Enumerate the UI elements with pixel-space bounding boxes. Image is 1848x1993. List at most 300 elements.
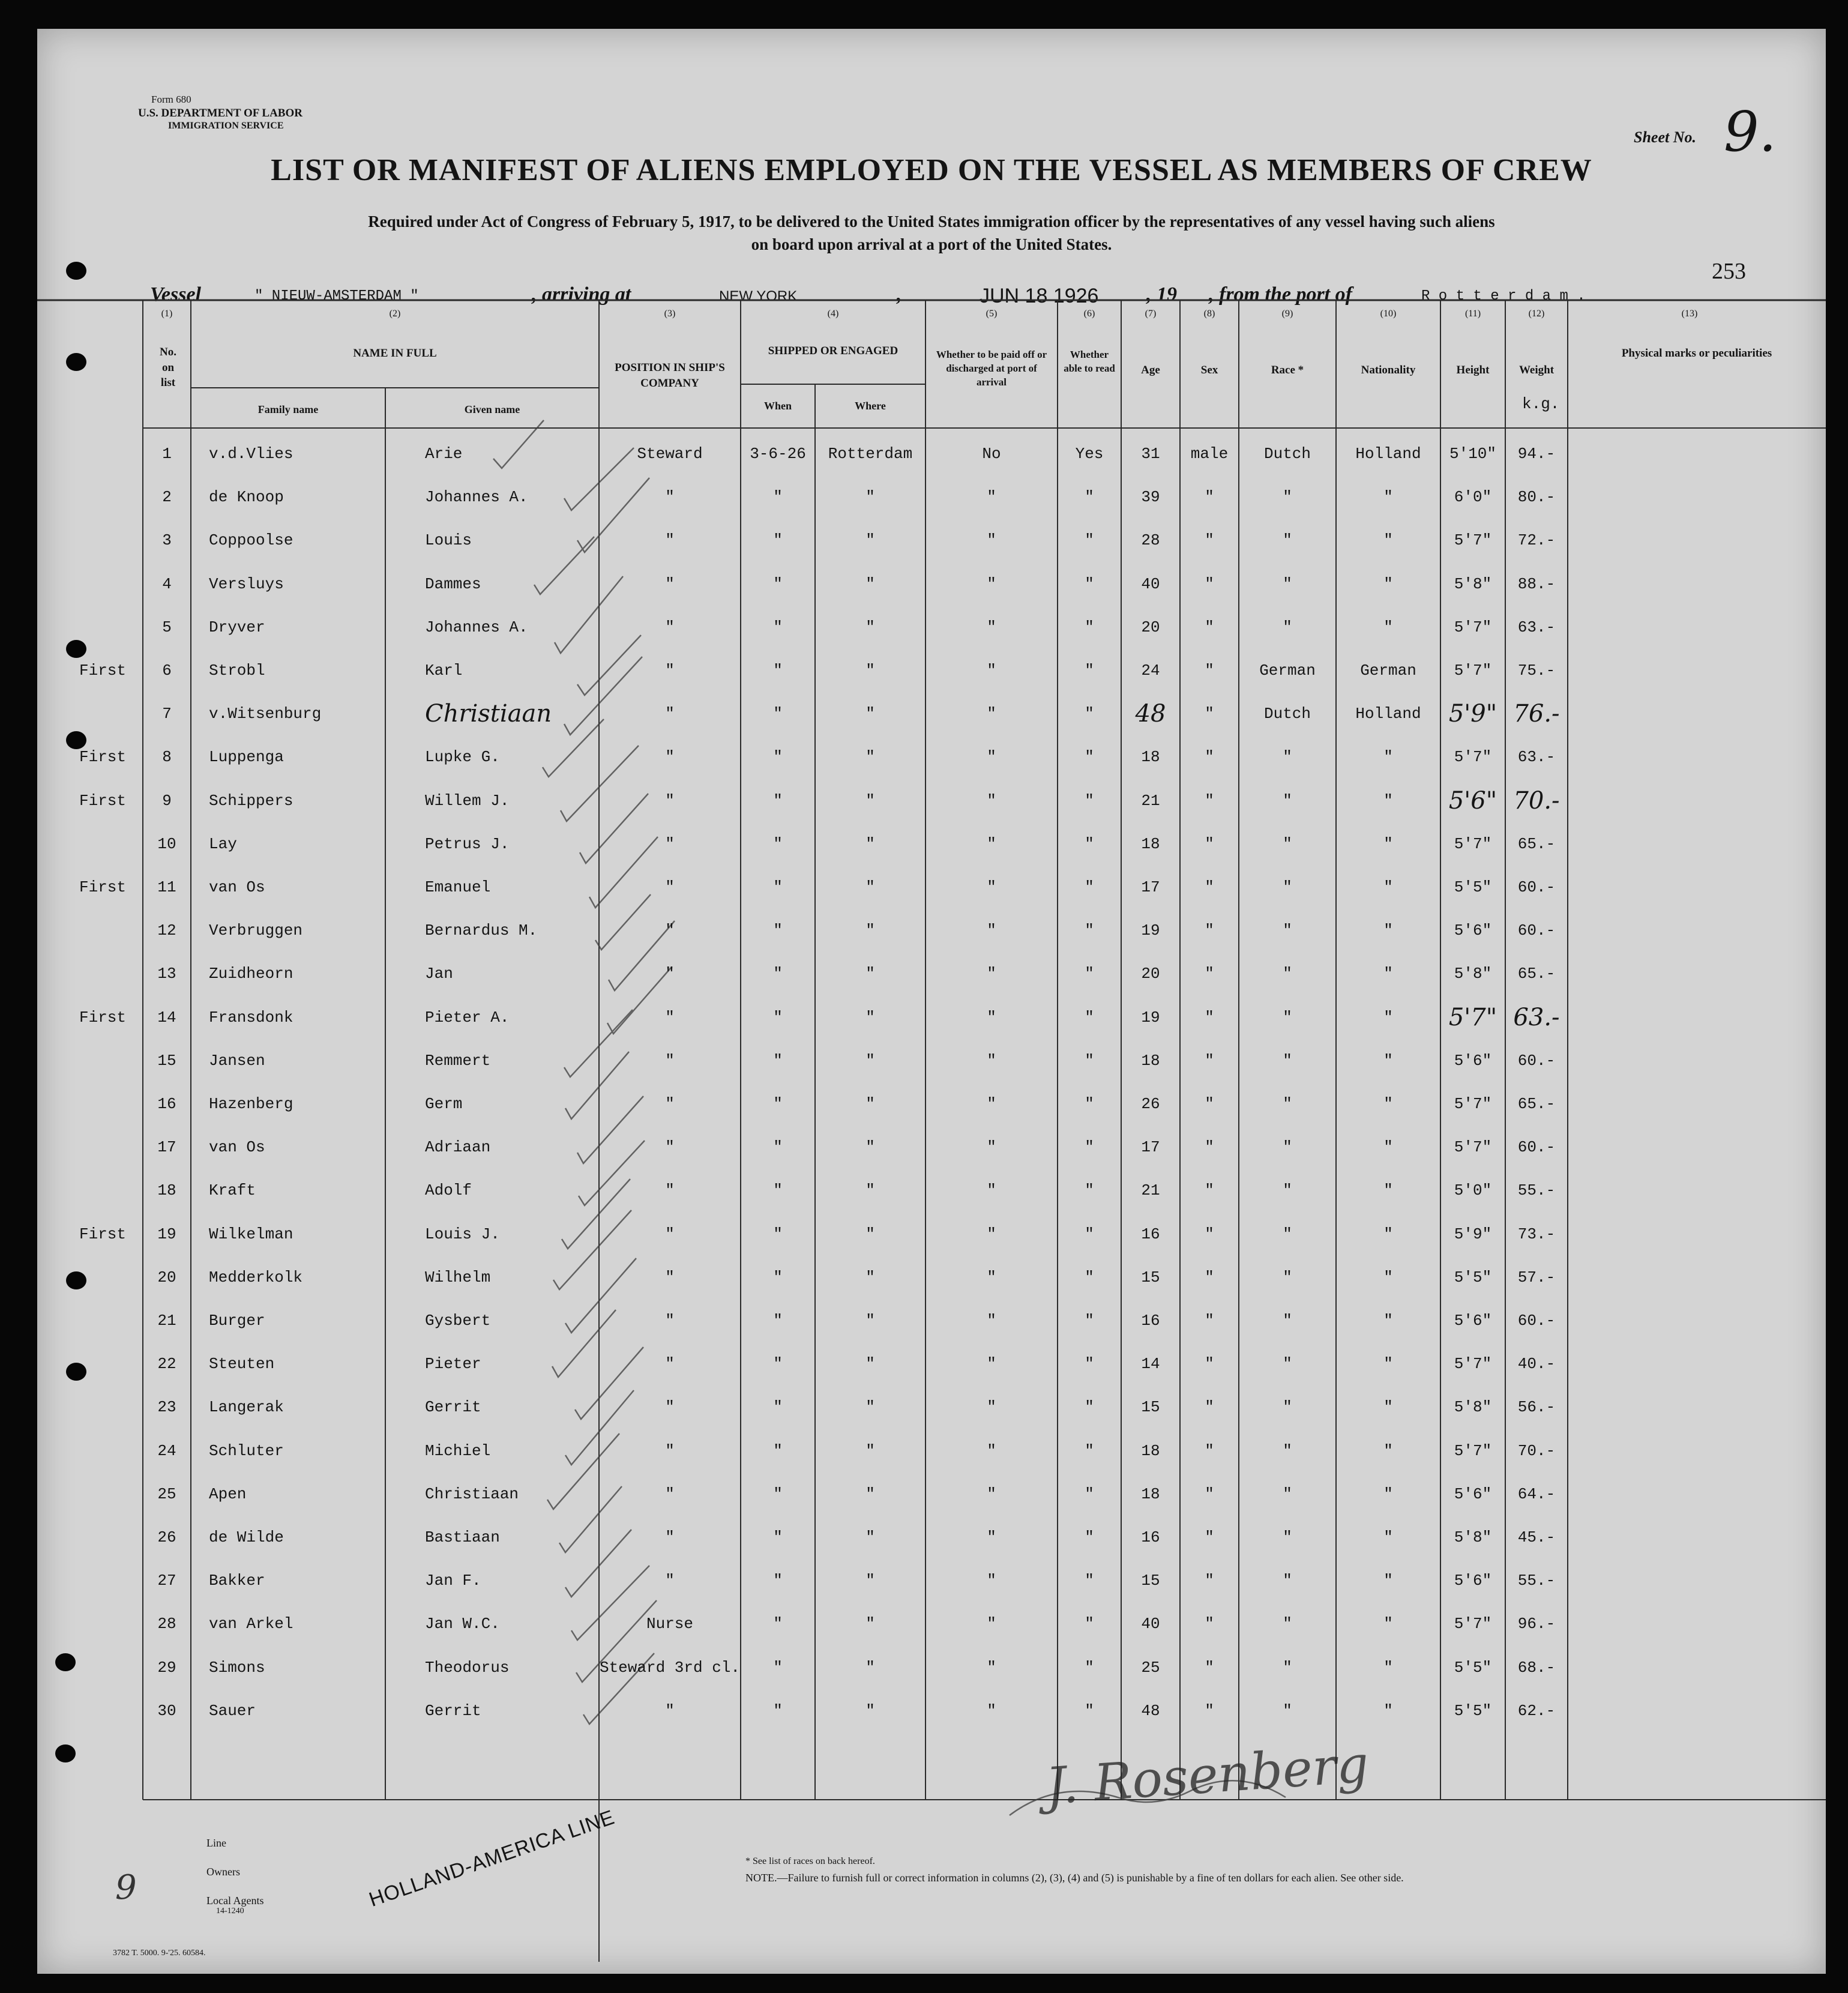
nationality-cell: " xyxy=(1383,834,1393,853)
margin-note-cell xyxy=(79,1169,145,1212)
shipped-when-cell: " xyxy=(773,1528,783,1546)
paid-off-cell: " xyxy=(987,1398,996,1417)
shipped-where-cell: " xyxy=(865,1658,875,1677)
family-name-cell: van Os xyxy=(209,878,265,896)
family-name-cell: Medderkolk xyxy=(209,1268,303,1286)
age-cell: 48 xyxy=(1135,700,1166,728)
height-cell: 5'7" xyxy=(1454,618,1492,636)
shipped-where-cell: " xyxy=(865,618,875,636)
family-name-cell: Schluter xyxy=(209,1441,284,1460)
weight-cell: 80.- xyxy=(1517,488,1556,507)
weight-cell: 94.- xyxy=(1517,445,1556,463)
age-cell: 20 xyxy=(1141,965,1160,983)
header-paid-off: Whether to be paid off or discharged at port of arrival xyxy=(936,349,1047,388)
shipped-when-cell: " xyxy=(773,791,783,810)
paid-off-cell: " xyxy=(987,1701,996,1720)
nationality-cell: " xyxy=(1383,921,1393,940)
age-cell: 18 xyxy=(1141,748,1160,767)
row-number-cell: 1 xyxy=(162,445,172,463)
position-cell: " xyxy=(665,662,675,680)
header-weight: Weight xyxy=(1518,364,1555,376)
height-cell: 5'7" xyxy=(1454,662,1492,680)
able-to-read-cell: " xyxy=(1085,1701,1094,1720)
position-cell: " xyxy=(665,1312,675,1330)
family-name-cell: Coppoolse xyxy=(209,531,293,550)
margin-note-cell xyxy=(79,822,145,866)
margin-note-cell xyxy=(79,432,145,475)
table-row xyxy=(37,1213,1826,1256)
margin-note-cell xyxy=(79,1385,145,1429)
table-row xyxy=(37,475,1826,519)
paid-off-cell: " xyxy=(987,1225,996,1243)
given-name-cell: Pieter A. xyxy=(425,1008,510,1027)
given-name-cell: Emanuel xyxy=(425,878,491,896)
margin-note-cell xyxy=(79,952,145,995)
manifest-sheet xyxy=(37,29,1826,1974)
row-number-cell: 9 xyxy=(162,791,172,810)
table-row xyxy=(37,432,1826,475)
shipped-when-cell: " xyxy=(773,1268,783,1286)
given-name-cell: Bastiaan xyxy=(425,1528,500,1546)
margin-note-cell xyxy=(79,1256,145,1299)
paid-off-cell: " xyxy=(987,1268,996,1286)
nationality-cell: " xyxy=(1383,1615,1393,1633)
position-cell: " xyxy=(665,618,675,636)
sheet-label: Sheet No. xyxy=(1634,128,1696,146)
weight-cell: 55.- xyxy=(1517,1572,1556,1590)
race-cell: " xyxy=(1283,1095,1292,1113)
table-row xyxy=(37,952,1826,995)
race-cell: Dutch xyxy=(1263,445,1311,463)
footer-agents-code: 14-1240 xyxy=(216,1907,244,1916)
sex-cell: " xyxy=(1205,1051,1214,1070)
header-physical-marks: Physical marks or peculiarities xyxy=(1621,347,1772,360)
height-cell: 5'7" xyxy=(1454,1095,1492,1113)
height-cell: 5'7" xyxy=(1454,1138,1492,1157)
family-name-cell: Zuidheorn xyxy=(209,965,293,983)
weight-cell: 88.- xyxy=(1517,574,1556,593)
paid-off-cell: " xyxy=(987,1615,996,1633)
shipped-when-cell: " xyxy=(773,1095,783,1113)
shipped-where-cell: Rotterdam xyxy=(828,445,913,463)
shipped-when-cell: " xyxy=(773,1398,783,1417)
shipped-when-cell: " xyxy=(773,1312,783,1330)
weight-cell: 63.- xyxy=(1513,1003,1560,1031)
col-number-6: (6) xyxy=(1083,309,1095,319)
race-cell: " xyxy=(1283,531,1292,550)
table-row xyxy=(37,1516,1826,1559)
shipped-when-cell: " xyxy=(773,748,783,767)
age-cell: 14 xyxy=(1141,1355,1160,1373)
age-cell: 15 xyxy=(1141,1398,1160,1417)
shipped-where-cell: " xyxy=(865,1701,875,1720)
able-to-read-cell: " xyxy=(1085,1658,1094,1677)
position-cell: " xyxy=(665,921,675,940)
weight-cell: 57.- xyxy=(1517,1268,1556,1286)
col-number-10: (10) xyxy=(1380,309,1397,319)
header-position: POSITION IN SHIP'S COMPANY xyxy=(615,361,725,390)
margin-pencil-mark: 9 xyxy=(115,1868,137,1907)
year-label: , 19 xyxy=(1146,283,1177,306)
shipped-where-cell: " xyxy=(865,1355,875,1373)
shipped-when-cell: " xyxy=(773,1138,783,1157)
margin-note-cell xyxy=(79,1516,145,1559)
table-row xyxy=(37,606,1826,649)
paid-off-cell: " xyxy=(987,965,996,983)
nationality-cell: German xyxy=(1360,662,1416,680)
shipped-when-cell: " xyxy=(773,531,783,550)
shipped-where-cell: " xyxy=(865,531,875,550)
shipped-when-cell: " xyxy=(773,1572,783,1590)
table-row xyxy=(37,1299,1826,1342)
row-number-cell: 29 xyxy=(157,1658,176,1677)
row-number-cell: 17 xyxy=(157,1138,176,1157)
able-to-read-cell: " xyxy=(1085,748,1094,767)
height-cell: 5'10" xyxy=(1449,445,1496,463)
sex-cell: " xyxy=(1205,574,1214,593)
race-cell: " xyxy=(1283,1615,1292,1633)
shipped-where-cell: " xyxy=(865,1225,875,1243)
stamp-number: 253 xyxy=(1712,259,1746,284)
nationality-cell: " xyxy=(1383,878,1393,896)
margin-note-cell xyxy=(79,562,145,606)
subtitle-line-2: on board upon arrival at a port of the United States. xyxy=(751,235,1112,253)
shipped-when-cell: " xyxy=(773,574,783,593)
header-when: When xyxy=(763,400,792,412)
row-number-cell: 6 xyxy=(162,662,172,680)
row-number-cell: 27 xyxy=(157,1572,176,1590)
shipped-where-cell: " xyxy=(865,1528,875,1546)
age-cell: 26 xyxy=(1141,1095,1160,1113)
shipped-when-cell: " xyxy=(773,1181,783,1200)
race-cell: " xyxy=(1283,1181,1292,1200)
weight-cell: 60.- xyxy=(1517,1312,1556,1330)
position-cell: " xyxy=(665,1181,675,1200)
age-cell: 28 xyxy=(1141,531,1160,550)
margin-note-cell: First xyxy=(79,791,127,810)
table-row xyxy=(37,1039,1826,1082)
header-height: Height xyxy=(1456,364,1490,376)
footer-agents-label: Local Agents xyxy=(206,1895,264,1907)
nationality-cell: " xyxy=(1383,488,1393,507)
col-number-12: (12) xyxy=(1528,309,1545,319)
able-to-read-cell: " xyxy=(1085,921,1094,940)
nationality-cell: " xyxy=(1383,965,1393,983)
age-cell: 25 xyxy=(1141,1658,1160,1677)
from-port-label: , from the port of xyxy=(1209,283,1352,306)
shipped-where-cell: " xyxy=(865,834,875,853)
given-name-cell: Johannes A. xyxy=(425,488,528,507)
height-cell: 5'7" xyxy=(1454,1615,1492,1633)
weight-cell: 76.- xyxy=(1513,700,1560,728)
shipped-when-cell: " xyxy=(773,1658,783,1677)
row-number-cell: 5 xyxy=(162,618,172,636)
table-row xyxy=(37,909,1826,952)
able-to-read-cell: " xyxy=(1085,1572,1094,1590)
able-to-read-cell: " xyxy=(1085,1485,1094,1503)
table-row xyxy=(37,562,1826,606)
race-cell: " xyxy=(1283,965,1292,983)
page-title: LIST OR MANIFEST OF ALIENS EMPLOYED ON THE VESSEL AS MEMBERS OF CREW xyxy=(271,153,1592,187)
paid-off-cell: " xyxy=(987,1485,996,1503)
from-port: R o t t e r d a m . xyxy=(1421,288,1586,304)
given-name-cell: Lupke G. xyxy=(425,748,500,767)
family-name-cell: Dryver xyxy=(209,618,265,636)
nationality-cell: " xyxy=(1383,1312,1393,1330)
age-cell: 16 xyxy=(1141,1225,1160,1243)
shipped-when-cell: " xyxy=(773,1355,783,1373)
able-to-read-cell: " xyxy=(1085,1138,1094,1157)
position-cell: " xyxy=(665,1528,675,1546)
height-cell: 5'7" xyxy=(1454,748,1492,767)
sex-cell: " xyxy=(1205,1355,1214,1373)
footnote-races: * See list of races on back hereof. xyxy=(745,1856,875,1866)
age-cell: 21 xyxy=(1141,791,1160,810)
paid-off-cell: No xyxy=(982,445,1001,463)
given-name-cell: Jan W.C. xyxy=(425,1615,500,1633)
race-cell: " xyxy=(1283,1528,1292,1546)
paid-off-cell: " xyxy=(987,1008,996,1027)
height-cell: 5'6" xyxy=(1454,1485,1492,1503)
paid-off-cell: " xyxy=(987,748,996,767)
table-row xyxy=(37,996,1826,1039)
height-cell: 5'5" xyxy=(1454,1701,1492,1720)
paid-off-cell: " xyxy=(987,791,996,810)
row-number-cell: 11 xyxy=(157,878,176,896)
able-to-read-cell: " xyxy=(1085,1181,1094,1200)
able-to-read-cell: Yes xyxy=(1075,445,1104,463)
table-row xyxy=(37,1473,1826,1516)
sex-cell: " xyxy=(1205,662,1214,680)
paid-off-cell: " xyxy=(987,574,996,593)
margin-note-cell xyxy=(79,1039,145,1082)
weight-cell: 62.- xyxy=(1517,1701,1556,1720)
table-row xyxy=(37,1082,1826,1126)
row-number-cell: 16 xyxy=(157,1095,176,1113)
paid-off-cell: " xyxy=(987,1658,996,1677)
margin-note-cell xyxy=(79,1689,145,1732)
subtitle-line-1: Required under Act of Congress of February 5, 1917, to be delivered to the United States immigration officer by the representatives of any vessel having such aliens xyxy=(368,213,1495,231)
shipped-where-cell: " xyxy=(865,791,875,810)
position-cell: " xyxy=(665,1268,675,1286)
shipped-when-cell: 3-6-26 xyxy=(750,445,806,463)
position-cell: " xyxy=(665,748,675,767)
family-name-cell: Langerak xyxy=(209,1398,284,1417)
paid-off-cell: " xyxy=(987,1095,996,1113)
nationality-cell: " xyxy=(1383,1225,1393,1243)
height-cell: 5'6" xyxy=(1448,786,1497,815)
margin-note-cell xyxy=(79,692,145,735)
paid-off-cell: " xyxy=(987,1572,996,1590)
position-cell: " xyxy=(665,791,675,810)
race-cell: " xyxy=(1283,618,1292,636)
race-cell: " xyxy=(1283,1398,1292,1417)
age-cell: 20 xyxy=(1141,618,1160,636)
shipped-when-cell: " xyxy=(773,921,783,940)
paid-off-cell: " xyxy=(987,1051,996,1070)
able-to-read-cell: " xyxy=(1085,531,1094,550)
given-name-cell: Karl xyxy=(425,662,463,680)
sex-cell: " xyxy=(1205,1181,1214,1200)
age-cell: 48 xyxy=(1141,1701,1160,1720)
shipped-where-cell: " xyxy=(865,1268,875,1286)
shipped-where-cell: " xyxy=(865,921,875,940)
paid-off-cell: " xyxy=(987,834,996,853)
col-number-11: (11) xyxy=(1464,309,1481,319)
age-cell: 31 xyxy=(1141,445,1160,463)
row-number-cell: 21 xyxy=(157,1312,176,1330)
given-name-cell: Bernardus M. xyxy=(425,921,538,940)
nationality-cell: " xyxy=(1383,1398,1393,1417)
nationality-cell: " xyxy=(1383,1528,1393,1546)
shipped-where-cell: " xyxy=(865,705,875,723)
row-number-cell: 14 xyxy=(157,1008,176,1027)
table-row xyxy=(37,1385,1826,1429)
sex-cell: " xyxy=(1205,1485,1214,1503)
nationality-cell: " xyxy=(1383,1485,1393,1503)
shipped-where-cell: " xyxy=(865,1008,875,1027)
race-cell: " xyxy=(1283,1355,1292,1373)
col-number-7: (7) xyxy=(1145,309,1157,319)
shipped-where-cell: " xyxy=(865,965,875,983)
height-cell: 5'8" xyxy=(1454,574,1492,593)
weight-cell: 96.- xyxy=(1517,1615,1556,1633)
position-cell: " xyxy=(665,531,675,550)
row-number-cell: 12 xyxy=(157,921,176,940)
table-row xyxy=(37,866,1826,909)
able-to-read-cell: " xyxy=(1085,574,1094,593)
race-cell: " xyxy=(1283,1138,1292,1157)
race-cell: " xyxy=(1283,1658,1292,1677)
given-name-cell: Dammes xyxy=(425,574,481,593)
given-name-cell: Wilhelm xyxy=(425,1268,491,1286)
paid-off-cell: " xyxy=(987,662,996,680)
arriving-label: , arriving at xyxy=(532,283,631,306)
row-number-cell: 8 xyxy=(162,748,172,767)
race-cell: " xyxy=(1283,1701,1292,1720)
nationality-cell: " xyxy=(1383,574,1393,593)
height-cell: 5'9" xyxy=(1454,1225,1492,1243)
given-name-cell: Willem J. xyxy=(425,791,510,810)
shipped-when-cell: " xyxy=(773,1051,783,1070)
able-to-read-cell: " xyxy=(1085,1528,1094,1546)
family-name-cell: Fransdonk xyxy=(209,1008,293,1027)
height-cell: 5'5" xyxy=(1454,1268,1492,1286)
footer-line-label: Line xyxy=(206,1837,226,1849)
height-cell: 5'6" xyxy=(1454,1051,1492,1070)
row-number-cell: 10 xyxy=(157,834,176,853)
shipped-when-cell: " xyxy=(773,618,783,636)
position-cell: " xyxy=(665,1572,675,1590)
nationality-cell: " xyxy=(1383,1355,1393,1373)
table-row xyxy=(37,735,1826,779)
race-cell: " xyxy=(1283,1312,1292,1330)
height-cell: 5'5" xyxy=(1454,1658,1492,1677)
nationality-cell: " xyxy=(1383,1572,1393,1590)
paid-off-cell: " xyxy=(987,531,996,550)
family-name-cell: Lay xyxy=(209,834,237,853)
able-to-read-cell: " xyxy=(1085,1225,1094,1243)
sex-cell: " xyxy=(1205,1398,1214,1417)
sex-cell: " xyxy=(1205,748,1214,767)
weight-cell: 45.- xyxy=(1517,1528,1556,1546)
vessel-name: " NIEUW-AMSTERDAM " xyxy=(254,288,419,304)
col-number-2: (2) xyxy=(389,309,401,319)
row-number-cell: 20 xyxy=(157,1268,176,1286)
able-to-read-cell: " xyxy=(1085,1008,1094,1027)
paid-off-cell: " xyxy=(987,878,996,896)
weight-cell: 60.- xyxy=(1517,1051,1556,1070)
height-cell: 5'6" xyxy=(1454,1312,1492,1330)
weight-cell: 70.- xyxy=(1513,786,1560,815)
age-cell: 17 xyxy=(1141,878,1160,896)
paid-off-cell: " xyxy=(987,1528,996,1546)
race-cell: " xyxy=(1283,1008,1292,1027)
margin-note-cell xyxy=(79,519,145,562)
able-to-read-cell: " xyxy=(1085,1615,1094,1633)
margin-note-cell xyxy=(79,606,145,649)
position-cell: " xyxy=(665,965,675,983)
margin-note-cell xyxy=(79,1082,145,1126)
shipped-when-cell: " xyxy=(773,1485,783,1503)
sex-cell: " xyxy=(1205,531,1214,550)
height-cell: 5'7" xyxy=(1454,834,1492,853)
weight-cell: 40.- xyxy=(1517,1355,1556,1373)
nationality-cell: " xyxy=(1383,1441,1393,1460)
weight-cell: 65.- xyxy=(1517,834,1556,853)
row-number-cell: 3 xyxy=(162,531,172,550)
given-name-cell: Remmert xyxy=(425,1051,491,1070)
table-row xyxy=(37,1646,1826,1689)
weight-cell: 63.- xyxy=(1517,748,1556,767)
footer-print-code: 3782 T. 5000. 9-'25. 60584. xyxy=(113,1949,206,1958)
age-cell: 15 xyxy=(1141,1268,1160,1286)
table-row xyxy=(37,1602,1826,1645)
shipped-where-cell: " xyxy=(865,1312,875,1330)
sex-cell: " xyxy=(1205,488,1214,507)
age-cell: 17 xyxy=(1141,1138,1160,1157)
table-row xyxy=(37,519,1826,562)
family-name-cell: Burger xyxy=(209,1312,265,1330)
nationality-cell: " xyxy=(1383,1051,1393,1070)
weight-unit: k.g. xyxy=(1522,395,1560,413)
family-name-cell: Hazenberg xyxy=(209,1095,293,1113)
able-to-read-cell: " xyxy=(1085,834,1094,853)
height-cell: 5'6" xyxy=(1454,1572,1492,1590)
sex-cell: " xyxy=(1205,1008,1214,1027)
height-cell: 5'8" xyxy=(1454,1528,1492,1546)
paid-off-cell: " xyxy=(987,488,996,507)
shipped-when-cell: " xyxy=(773,488,783,507)
comma: , xyxy=(897,283,902,306)
family-name-cell: van Arkel xyxy=(209,1615,293,1633)
position-cell: " xyxy=(665,1485,675,1503)
header-where: Where xyxy=(855,400,886,412)
department-label: U.S. DEPARTMENT OF LABOR xyxy=(138,107,302,119)
margin-note-cell: First xyxy=(79,1225,127,1243)
shipped-where-cell: " xyxy=(865,1181,875,1200)
able-to-read-cell: " xyxy=(1085,618,1094,636)
sheet-number: 9. xyxy=(1724,100,1777,164)
sex-cell: " xyxy=(1205,1528,1214,1546)
row-number-cell: 24 xyxy=(157,1441,176,1460)
age-cell: 18 xyxy=(1141,834,1160,853)
age-cell: 18 xyxy=(1141,1485,1160,1503)
arrival-port: NEW YORK xyxy=(719,288,798,304)
able-to-read-cell: " xyxy=(1085,1441,1094,1460)
table-row xyxy=(37,1342,1826,1385)
given-name-cell: Johannes A. xyxy=(425,618,528,636)
